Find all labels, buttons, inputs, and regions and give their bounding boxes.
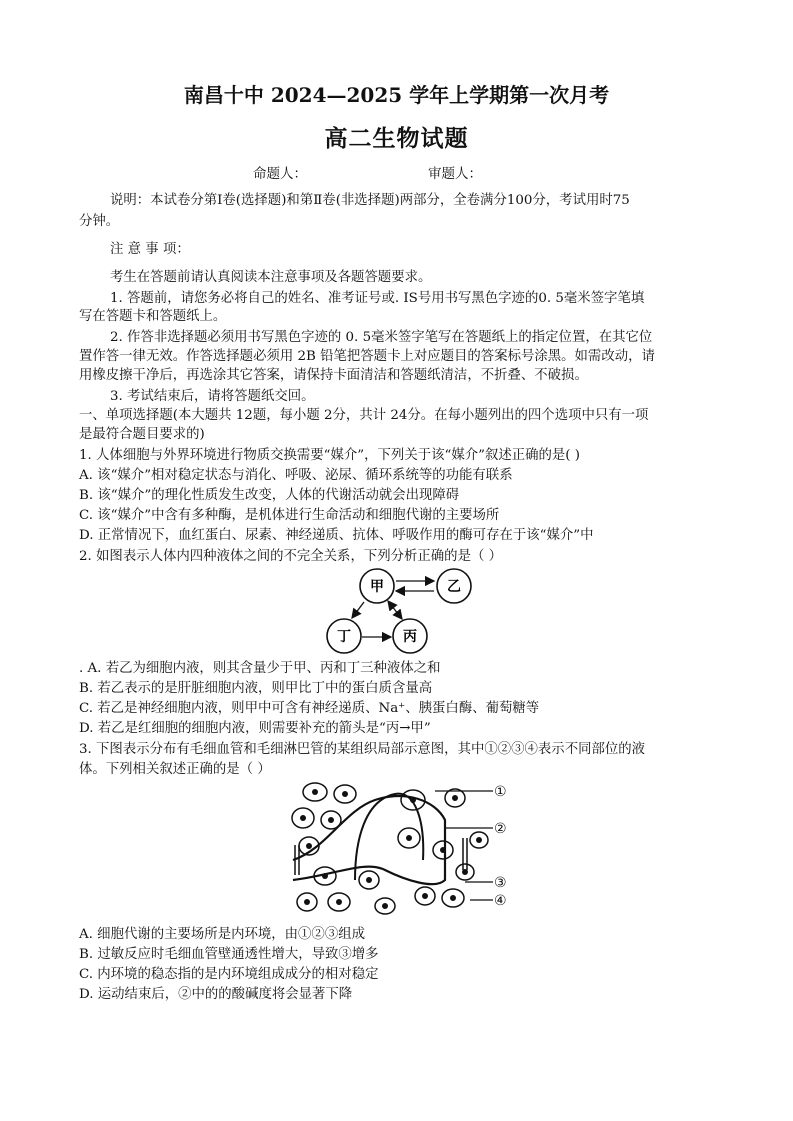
intro-line-2: 分钟。: [79, 214, 120, 229]
node-yi-label: 乙: [447, 579, 461, 595]
q2-option-c: C. 若乙是神经细胞内液，则甲中可含有神经递质、Na⁺、胰蛋白酶、葡萄糖等: [79, 701, 540, 716]
label-1: ①: [494, 784, 507, 800]
label-2: ②: [494, 821, 507, 837]
q3-option-b: B. 过敏反应时毛细血管壁通透性增大，导致③增多: [79, 947, 379, 962]
node-ding-label: 丁: [337, 629, 351, 645]
q1-option-a: A. 该“媒介”相对稳定状态与消化、呼吸、泌尿、循环系统等的功能有联系: [79, 468, 513, 483]
node-bing-label: 丙: [403, 629, 417, 645]
fluid-relationship-diagram: [320, 565, 480, 660]
author-label: 命题人：: [253, 166, 307, 182]
notice-heading: 注 意 事 项：: [110, 242, 190, 257]
q3-stem-line-1: 3. 下图表示分布有毛细血管和毛细淋巴管的某组织局部示意图，其中①②③④表示不同部位的液: [79, 742, 646, 757]
label-3: ③: [494, 875, 507, 891]
notice-item-1-line-1: 1. 答题前，请您务必将自己的姓名、准考证号或. IS号用书写黑色字迹的0. 5毫米签字笔填: [110, 291, 645, 306]
notice-item-2-line-2: 置作答一律无效。作答选择题必须用 2B 铅笔把答题卡上对应题目的答案标号涂黑。如需改动，请: [79, 349, 655, 364]
notice-lead: 考生在答题前请认真阅读本注意事项及各题答题要求。: [110, 270, 432, 285]
exam-subtitle: 高二生物试题: [324, 125, 469, 152]
label-4: ④: [494, 893, 507, 909]
notice-item-2-line-1: 2. 作答非选择题必须用书写黑色字迹的 0. 5毫米签字笔写在答题纸上的指定位置，在其它位: [110, 330, 653, 345]
q2-option-d: D. 若乙是红细胞的细胞内液，则需要补充的箭头是“丙→甲”: [79, 721, 431, 736]
tissue-cells: [292, 783, 488, 914]
notice-item-2-line-3: 用橡皮擦干净后，再选涂其它答案，请保持卡面清洁和答题纸清洁，不折叠、不破损。: [79, 368, 588, 383]
section1-heading-line-2: 是最符合题目要求的): [79, 427, 205, 442]
exam-title: 南昌十中 2024—2025 学年上学期第一次月考: [183, 83, 610, 107]
q2-stem: 2. 如图表示人体内四种液体之间的不完全关系，下列分析正确的是（ ）: [79, 549, 503, 564]
tissue-capillary-diagram: [285, 780, 515, 920]
reviewer-label: 审题人：: [428, 166, 482, 182]
q3-option-c: C. 内环境的稳态指的是内环境组成成分的相对稳定: [79, 967, 379, 982]
q3-option-d: D. 运动结束后，②中的的酸碱度将会显著下降: [79, 987, 353, 1002]
intro-line-1: 说明：本试卷分第Ⅰ卷(选择题)和第Ⅱ卷(非选择题)两部分，全卷满分100分，考试用时75: [110, 193, 630, 208]
q3-option-a: A. 细胞代谢的主要场所是内环境，由①②③组成: [79, 927, 365, 942]
q3-stem-line-2: 体。下列相关叙述正确的是（ ）: [79, 762, 271, 777]
node-jia-label: 甲: [370, 579, 384, 595]
notice-item-1-line-2: 写在答题卡和答题纸上。: [79, 309, 227, 324]
q1-stem: 1. 人体细胞与外界环境进行物质交换需要“媒介”，下列关于该“媒介”叙述正确的是( ): [79, 448, 581, 463]
q1-option-d: D. 正常情况下，血红蛋白、尿素、神经递质、抗体、呼吸作用的酶可存在于该“媒介”中: [79, 528, 594, 543]
q2-option-a: . A. 若乙为细胞内液，则其含量少于甲、丙和丁三种液体之和: [79, 661, 441, 676]
notice-item-3: 3. 考试结束后，请将答题纸交回。: [110, 389, 315, 404]
q1-option-c: C. 该“媒介”中含有多种酶，是机体进行生命活动和细胞代谢的主要场所: [79, 508, 500, 523]
q1-option-b: B. 该“媒介”的理化性质发生改变，人体的代谢活动就会出现障碍: [79, 488, 460, 503]
arrow-jia-to-ding: [352, 602, 364, 618]
q2-option-b: B. 若乙表示的是肝脏细胞内液，则甲比丁中的蛋白质含量高: [79, 681, 433, 696]
arrow-jia-bing: [388, 601, 402, 619]
section1-heading-line-1: 一、单项选择题(本大题共 12题，每小题 2分，共计 24分。在每小题列出的四个选项中只有一项: [79, 408, 649, 423]
